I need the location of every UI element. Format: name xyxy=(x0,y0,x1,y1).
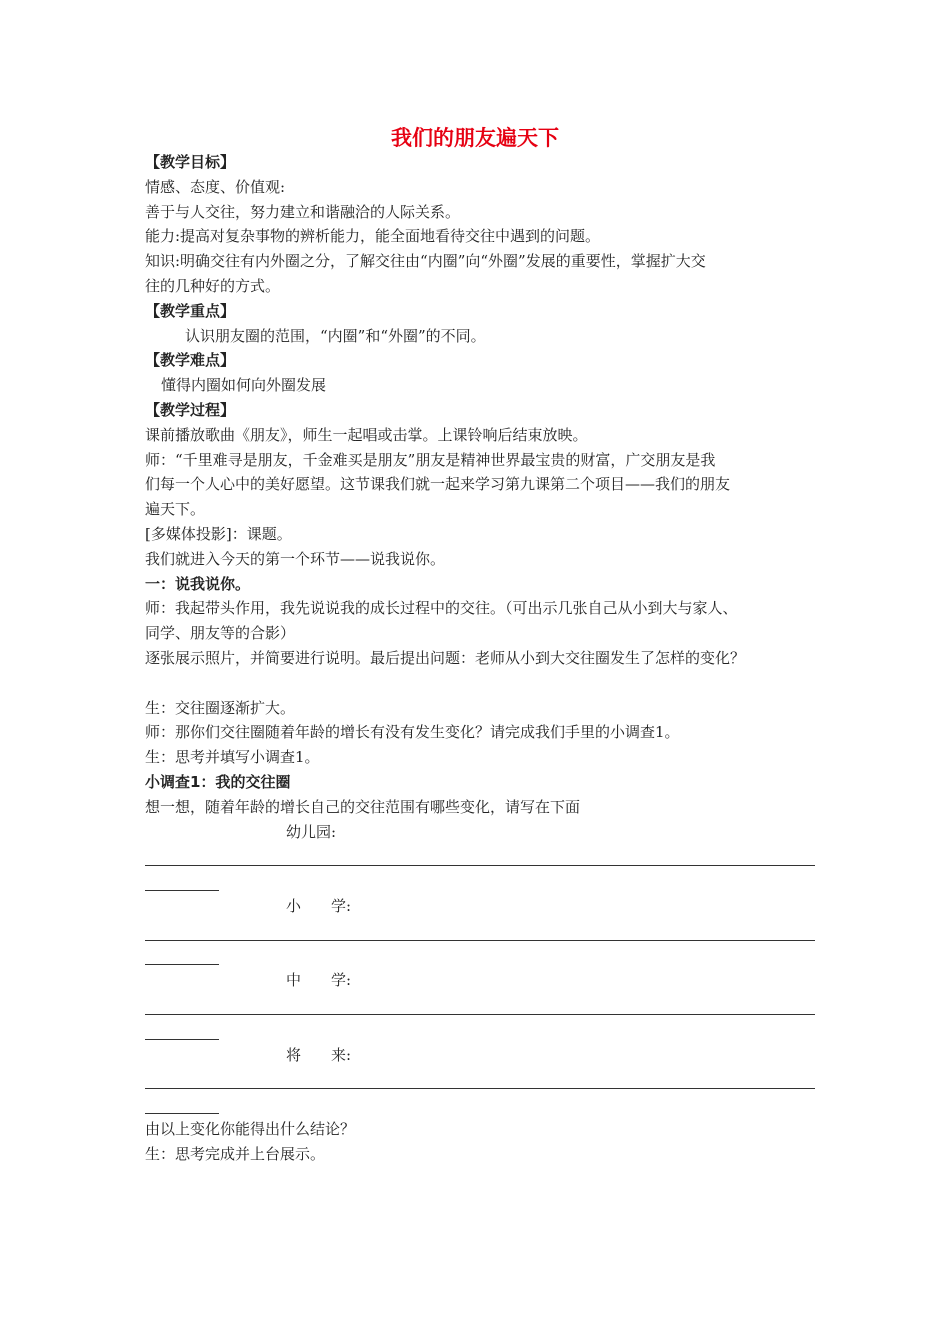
survey-heading: 小调查1：我的交往圈 xyxy=(145,772,291,791)
paragraph-line: 生：思考并填写小调查1。 xyxy=(145,748,320,767)
section-heading-key-points: 【教学重点】 xyxy=(145,301,236,320)
paragraph-line: 同学、朋友等的合影） xyxy=(145,624,296,643)
paragraph-line: 遍天下。 xyxy=(145,500,206,519)
paragraph-line: 懂得内圈如何向外圈发展 xyxy=(161,376,327,395)
answer-line-continuation xyxy=(145,1092,815,1117)
answer-line[interactable] xyxy=(145,993,815,1018)
paragraph-line: 知识:明确交往有内外圈之分，了解交往由“内圈”向“外圈”发展的重要性，掌握扩大交 xyxy=(145,252,706,271)
section-heading-difficulties: 【教学难点】 xyxy=(145,351,236,370)
paragraph-line: 生：交往圈逐渐扩大。 xyxy=(145,698,296,717)
paragraph-line: 由以上变化你能得出什么结论？ xyxy=(145,1120,356,1139)
answer-line-continuation xyxy=(145,944,815,969)
answer-line[interactable] xyxy=(145,1067,815,1092)
subsection-heading-say-me-say-you: 一：说我说你。 xyxy=(145,574,251,593)
section-heading-process: 【教学过程】 xyxy=(145,400,236,419)
paragraph-line: 情感、态度、价值观: xyxy=(145,177,286,196)
document-body xyxy=(145,150,815,1167)
paragraph-line: 能力:提高对复杂事物的辨析能力，能全面地看待交往中遇到的问题。 xyxy=(145,227,601,246)
blank-line xyxy=(145,671,815,696)
paragraph-line: 我们就进入今天的第一个环节——说我说你。 xyxy=(145,549,446,568)
survey-label-middle-school: 中 学: xyxy=(286,971,352,990)
paragraph-line: 善于与人交往，努力建立和谐融洽的人际关系。 xyxy=(145,202,461,221)
answer-line[interactable] xyxy=(145,919,815,944)
paragraph-line: 课前播放歌曲《朋友》，师生一起唱或击掌。上课铃响后结束放映。 xyxy=(145,425,588,444)
answer-line-continuation xyxy=(145,869,815,894)
survey-intro: 想一想，随着年龄的增长自己的交往范围有哪些变化，请写在下面 xyxy=(145,797,581,816)
paragraph-line: 师：我起带头作用，我先说说我的成长过程中的交往。（可出示几张自己从小到大与家人、 xyxy=(145,599,738,618)
survey-label-future: 将 来: xyxy=(286,1045,352,1064)
paragraph-line: 逐张展示照片，并简要进行说明。最后提出问题：老师从小到大交往圈发生了怎样的变化？ xyxy=(145,648,746,667)
answer-line-continuation xyxy=(145,1018,815,1043)
document-title: 我们的朋友遍天下 xyxy=(391,126,559,150)
section-heading-objectives: 【教学目标】 xyxy=(145,153,236,171)
paragraph-line: [多媒体投影]：课题。 xyxy=(145,524,292,543)
paragraph-line: 认识朋友圈的范围，“内圈”和“外圈”的不同。 xyxy=(185,326,486,345)
survey-label-primary-school: 小 学: xyxy=(286,896,352,915)
answer-line[interactable] xyxy=(145,844,815,869)
paragraph-line: 生：思考完成并上台展示。 xyxy=(145,1144,326,1163)
paragraph-line: 们每一个人心中的美好愿望。这节课我们就一起来学习第九课第二个项目——我们的朋友 xyxy=(145,475,731,494)
paragraph-line: 师：那你们交往圈随着年龄的增长有没有发生变化？请完成我们手里的小调查1。 xyxy=(145,723,680,742)
survey-label-kindergarten: 幼儿园: xyxy=(286,822,337,841)
paragraph-line: 往的几种好的方式。 xyxy=(145,276,281,295)
paragraph-line: 师：“千里难寻是朋友，千金难买是朋友”朋友是精神世界最宝贵的财富，广交朋友是我 xyxy=(145,450,716,469)
